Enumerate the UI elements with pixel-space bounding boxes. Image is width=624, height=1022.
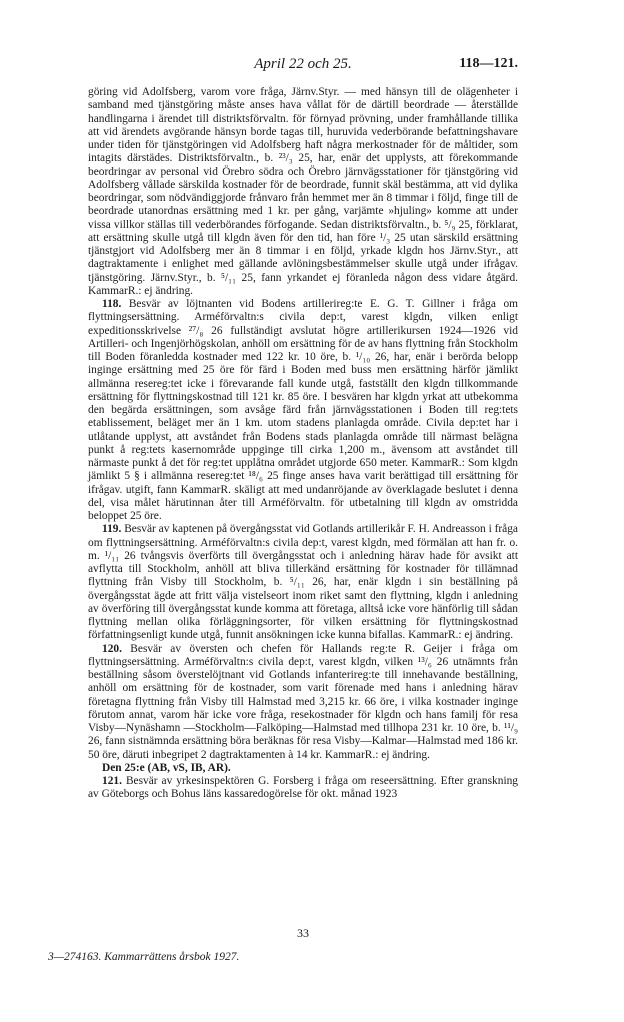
case-number: 121. <box>102 775 122 787</box>
document-body <box>88 86 518 802</box>
case-number: 120. <box>102 642 122 655</box>
case-text: Besvär av yrkesinspektören G. Forsberg i fråga om reseersättning. Efter granskning av Göteborgs och Bohus läns kassaredogörelse för okt. månad 1923 <box>88 775 518 801</box>
page-number: 33 <box>297 926 309 940</box>
session-heading <box>88 762 518 775</box>
paragraph-text: göring vid Adolfsberg, varom vore fråga, Järnv.Styr. — med hänsyn till de olägenheter i samband med tjänstgöring måste anses hava vållat för de därtill beordrade — återställde handlingarna i ärendet till distriktsförvaltn. för förnyad prövning, under framhållande tillika att vid ärendets avgörande hänsyn borde tagas till, huruvida vederbörande befattningshavare under tiden för tjänstgöringen vid Adolfsberg haft några merkostnader för de måltider, som intagits därstädes. Distriktsförvaltn., b. ²³/₃ 25, har, enär det upplysts, att förekommande beordringar av personal vid Örebro södra och Örebro järnvägsstationer för tjänstgöring vid Adolfsberg vållade särskilda kostnader för de beordrade, funnit skäl bestämma, att vid dylika beordringar, som nödvändiggjorde frånvaro från hemmet mer än 8 timmar i följd, finge till de beordrade utanordnas ersättning med 1 kr. per gång, varjämte »hjuling» komme att under vissa villkor ställas till vederbörandes förfogande. Sedan distriktsförvaltn., b. ⁵/₉ 25, förklarat, att ersättning skulle utgå till klgdn även för den tid, han före ¹/₃ 25 utan särskild ersättning tjänstgjort vid Adolfsberg mer än 8 timmar i en följd, yrkade klgdn hos Järnv.Styr., att dagtraktamente i enlighet med gällande avlöningsbestämmelser skulle utgå under ifrågav. tjänstgöring. Järnv.Styr., b. ⁵/₁₁ 25, fann yrkandet ej föranleda någon dess vidare åtgärd. KammarR.: ej ändring. <box>88 86 518 297</box>
running-header <box>88 56 518 76</box>
session-date: Den 25:e (AB, vS, IB, AR). <box>102 761 231 774</box>
case-entry-120 <box>88 643 518 762</box>
case-entry-118 <box>88 298 518 523</box>
case-text: Besvär av översten och chefen för Hallands reg:te R. Geijer i fråga om flyttningsersättning. Arméförvaltn:s civila dep:t, varest klgdn, vilken ¹³/₆ 26 utnämnts från beställning såsom överstelöjtnant vid Gotlands infanterireg:te till innehavande beställning, anhöll om ersättning för de kostnader, som varit förenade med hans i anledning härav företagna flyttning från Visby till Halmstad med 3,215 kr. 66 öre, i vilka kostnader inginge förutom annat, varom här icke vore fråga, resekostnader för klgdn och hans familj för resa Visby—Nynäshamn —Stockholm—Falköping—Halmstad med tillhopa 231 kr. 10 öre, b. ¹¹/₉ 26, fann sistnämnda ersättning böra beräknas för resa Visby—Kalmar—Halmstad med 186 kr. 50 öre, däruti inbegripet 2 dagtraktamenten à 14 kr. KammarR.: ej ändring. <box>88 642 518 761</box>
header-case-range: 118—121. <box>459 56 518 71</box>
paragraph-continuation <box>88 86 518 298</box>
case-text: Besvär av kaptenen på övergångsstat vid Gotlands artillerikår F. H. Andreasson i fråga om flyttningsersättning. Arméförvaltn:s civila dep:t, varest klgdn, med förmälan att han fr. o. m. ¹/₁₁ 26 tvångsvis överförts till övergångsstat och i anledning härav hade för avsikt att avflytta till Stockholm, anhöll att bliva tillerkänd ersättning för kostnader för tillämnad flyttning från Visby till Stockholm, b. ⁵/₁₁ 26, har, enär klgdn i sin beställning på övergångsstat ägde att fritt välja vistelseort inom riket samt den flyttning, klgdn i anledning av överföring till övergångsstat kunde komma att företaga, alltså icke vore hänförlig till sådan flyttning mellan olika förläggningsorter, för vilken ersättning för flyttningskostnad författningsenligt kunde utgå, funnit ansökningen icke kunna bifallas. KammarR.: ej ändring. <box>88 523 518 642</box>
case-entry-119 <box>88 523 518 642</box>
header-date: April 22 och 25. <box>254 56 352 72</box>
footer-imprint: 3—274163. Kammarrättens årsbok 1927. <box>48 951 240 963</box>
case-text: Besvär av löjtnanten vid Bodens artillerireg:te E. G. T. Gillner i fråga om flyttningsersättning. Arméförvaltn:s civila dep:t, varest klgdn, vilken enligt expeditionsskrivelse ²⁷/₈ 26 fullständigt avslutat högre artillerikursen 1924—1926 vid Artilleri- och Ingenjörhögskolan, anhöll om ersättning för de av hans flyttning från Stockholm till Boden föranledda kostnader med 122 kr. 10 öre, b. ¹/₁₀ 26, har, enär i berörda belopp inginge ersättning med 25 öre för färd i Boden med buss men ersättning härför jämlikt allmänna resereg:tet icke i förevarande fall kunde utgå, fastställt den klgdn tillkommande ersättning för flyttningskostnad till 121 kr. 85 öre. I besvären har klgdn yrkat att utbekomma den begärda ersättningen, som avsåge färd från järnvägsstationen i Boden till reg:tets etablissement, beläget mer än 1 km. utom stadens planlagda område. Civila dep:tet har i utlåtande upplyst, att avståndet från Bodens stads planlagda område till närmast belägna punkt å reg:tets kasernområde uppginge till cirka 1,200 m., ävensom att avståndet till närmaste punkt å det för reg:tet upplåtna området utgjorde 650 meter. KammarR.: Som klgdn jämlikt 5 § i allmänna resereg:tet ¹⁸/₆ 25 finge anses hava varit berättigad till ersättning för ifrågav. utgift, fann KammarR. skäligt att med undanröjande av överklagade beslutet i denna del, visa målet härutinnan åter till Arméförvaltn. för utbetalning till klgdn av omstridda beloppet 25 öre. <box>88 298 518 522</box>
case-number: 119. <box>102 523 122 536</box>
case-entry-121 <box>88 775 518 802</box>
case-number: 118. <box>102 298 122 310</box>
